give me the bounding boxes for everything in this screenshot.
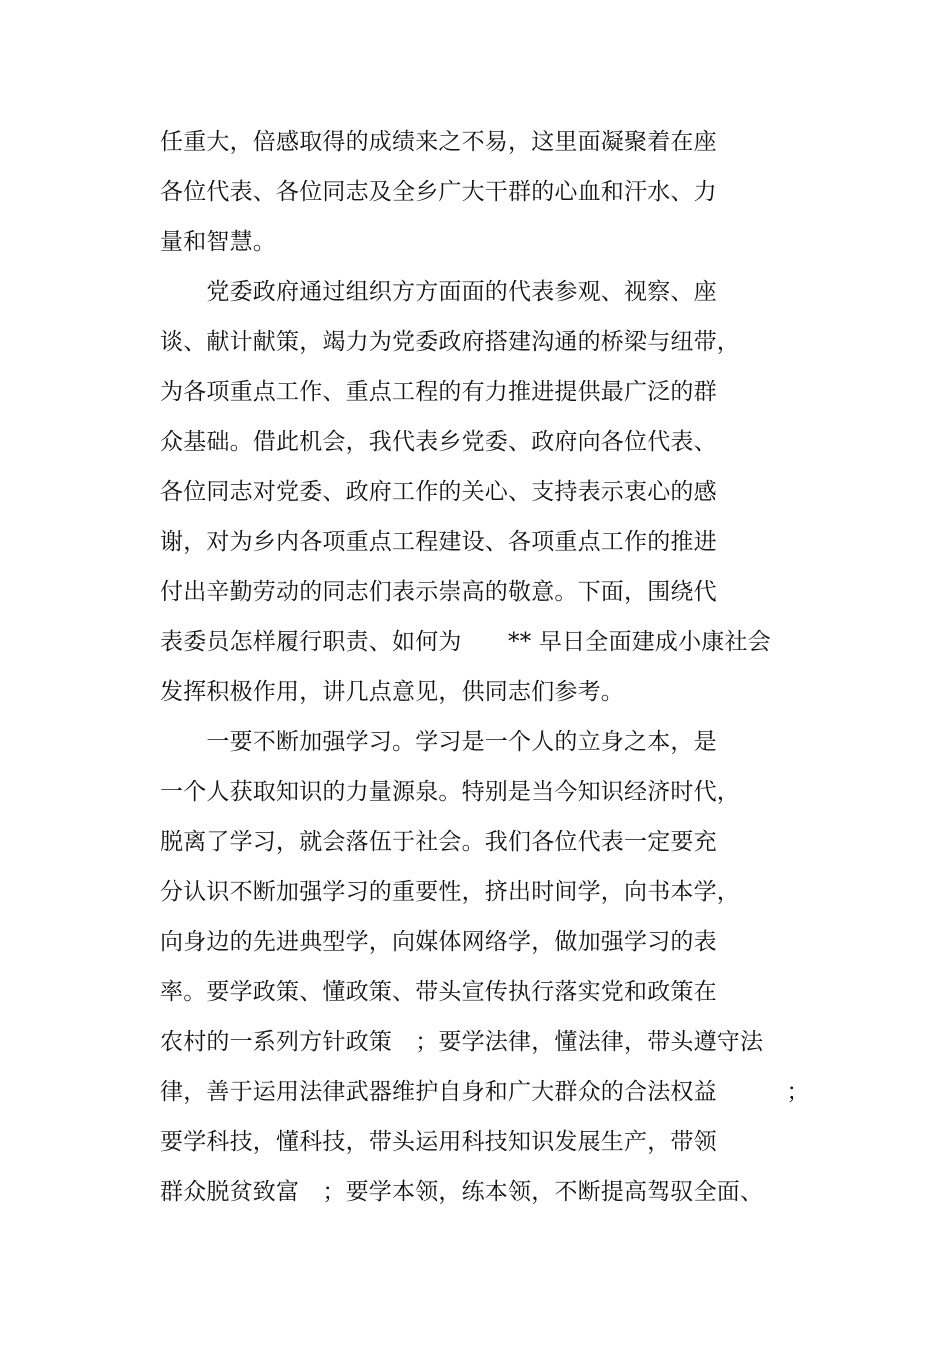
text-line-9: 谢，对为乡内各项重点工程建设、各项重点工作的推进: [160, 529, 717, 555]
text-line-20: 律，善于运用法律武器维护自身和广大群众的合法权益 ；: [160, 1079, 810, 1105]
text-line-17: 向身边的先进典型学，向媒体网络学，做加强学习的表: [160, 929, 717, 955]
text-line-7: 众基础。借此机会，我代表乡党委、政府向各位代表、: [160, 429, 717, 455]
text-line-16: 分认识不断加强学习的重要性，挤出时间学，向书本学，: [160, 879, 740, 905]
text-line-14: 一个人获取知识的力量源泉。特别是当今知识经济时代，: [160, 779, 740, 805]
text-line-4: 党委政府通过组织方方面面的代表参观、视察、座: [160, 279, 717, 305]
text-line-5: 谈、献计献策，竭力为党委政府搭建沟通的桥梁与纽带，: [160, 329, 740, 355]
text-line-21: 要学科技，懂科技，带头运用科技知识发展生产，带领: [160, 1129, 717, 1155]
text-line-10: 付出辛勤劳动的同志们表示崇高的敬意。下面，围绕代: [160, 579, 717, 605]
text-line-19: 农村的一系列方针政策 ；要学法律，懂法律，带头遵守法: [160, 1029, 764, 1055]
text-line-2: 各位代表、各位同志及全乡广大干群的心血和汗水、力: [160, 179, 717, 205]
text-line-18: 率。要学政策、懂政策、带头宣传执行落实党和政策在: [160, 979, 717, 1005]
text-line-6: 为各项重点工作、重点工程的有力推进提供最广泛的群: [160, 379, 717, 405]
text-line-22: 群众脱贫致富 ；要学本领，练本领，不断提高驾驭全面、: [160, 1179, 764, 1205]
text-line-12: 发挥积极作用，讲几点意见，供同志们参考。: [160, 679, 624, 705]
text-line-11: 表委员怎样履行职责、如何为 ** 早日全面建成小康社会: [160, 629, 771, 655]
text-line-13: 一要不断加强学习。学习是一个人的立身之本，是: [160, 729, 717, 755]
text-line-15: 脱离了学习，就会落伍于社会。我们各位代表一定要充: [160, 829, 717, 855]
text-line-1: 任重大，倍感取得的成绩来之不易，这里面凝聚着在座: [160, 129, 717, 155]
text-line-8: 各位同志对党委、政府工作的关心、支持表示衷心的感: [160, 479, 717, 505]
text-line-3: 量和智慧。: [160, 229, 276, 255]
